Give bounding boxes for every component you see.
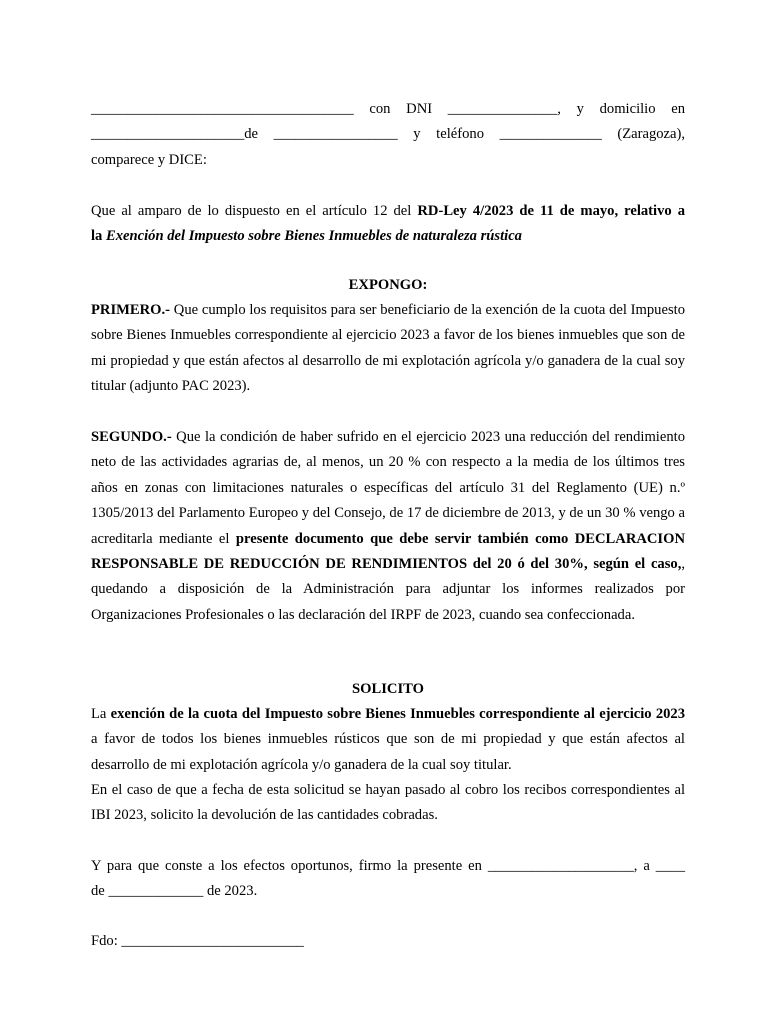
preamble-line-1: Que al amparo de lo dispuesto en el artículo 12 del RD-Ley 4/2023 de 11 de mayo, relativo a [91, 203, 686, 219]
devolucion-paragraph: En el caso de que a fecha de esta solicitud se hayan pasado al cobro los recibos correspondientes al IBI 2023, solicito la devolución de las cantidades cobradas. [91, 782, 685, 824]
signature-label: Fdo: [91, 933, 118, 949]
signature-line [91, 929, 685, 954]
address-blank[interactable]: _____________________ [91, 126, 245, 143]
intro-line-1: ____________________________________ con DNI _______________, y domicilio en [91, 101, 685, 117]
town-blank[interactable]: _________________ [273, 126, 398, 143]
closing-line-1: Y para que conste a los efectos oportunos, firmo la presente en ____________________, a ____ [91, 858, 685, 874]
intro-line-3: comparece y DICE: [91, 151, 207, 168]
day-blank[interactable]: ____ [655, 858, 685, 874]
primero-paragraph: PRIMERO.- Que cumplo los requisitos para ser beneficiario de la exención de la cuota del Impuesto sobre Bienes Inmuebles correspondiente al ejercicio 2023 a favor de los bienes inmuebles que son de mi propiedad y que están afectos al desarrollo de mi explotación agrícola y/o ganadera de la cual soy titular (adjunto PAC 2023). [91, 302, 685, 395]
preamble-line-2: la Exención del Impuesto sobre Bienes Inmuebles de naturaleza rústica [91, 228, 522, 245]
closing-paragraph [91, 854, 685, 905]
closing-line-2: de _____________ de 2023. [91, 883, 258, 900]
preamble-paragraph [91, 199, 685, 250]
heading-expongo: EXPONGO: [348, 277, 428, 293]
heading-solicito: SOLICITO [352, 681, 424, 697]
intro-paragraph [91, 97, 685, 173]
segundo-paragraph: SEGUNDO.- Que la condición de haber sufrido en el ejercicio 2023 una reducción del rendimiento neto de las actividades agrarias de, al menos, un 20 % con respecto a la media de los últimos tres años en zonas con limitaciones naturales o específicas del artículo 31 del Reglamento (UE) n.º 1305/2013 del Parlamento Europeo y del Consejo, de 17 de diciembre de 2013, y de un 30 % vengo a acreditarla mediante el presente documento que debe servir también como DECLARACION RESPONSABLE DE REDUCCIÓN DE RENDIMIENTOS del 20 ó del 30%, según el caso,, quedando a disposición de la Administración para adjuntar los informes realizados por Organizaciones Profesionales o las declaración del IRPF de 2023, cuando sea confeccionada. [91, 429, 686, 623]
solicito-paragraph: La exención de la cuota del Impuesto sobre Bienes Inmuebles correspondiente al ejercicio 2023 a favor de todos los bienes inmuebles rústicos que son de mi propiedad y que están afectos al desarrollo de mi explotación agrícola y/o ganadera de la cual soy titular. [91, 706, 686, 773]
segundo-label: SEGUNDO.- [91, 429, 172, 445]
month-blank[interactable]: _____________ [108, 883, 204, 900]
intro-line-2: _____________________de _________________ y teléfono ______________ (Zaragoza), [91, 126, 686, 143]
phone-blank[interactable]: ______________ [499, 126, 602, 143]
place-blank[interactable]: ____________________, [487, 858, 638, 874]
primero-label: PRIMERO.- [91, 302, 171, 318]
name-blank[interactable]: ____________________________________ [91, 101, 354, 117]
declaracion-responsable: presente documento que debe servir también como DECLARACION RESPONSABLE DE REDUCCIÓN DE RENDIMIENTOS del 20 ó del 30%, según el caso, [91, 530, 686, 573]
dni-blank[interactable]: _______________, [447, 101, 561, 117]
signature-blank[interactable]: _________________________ [121, 933, 304, 949]
